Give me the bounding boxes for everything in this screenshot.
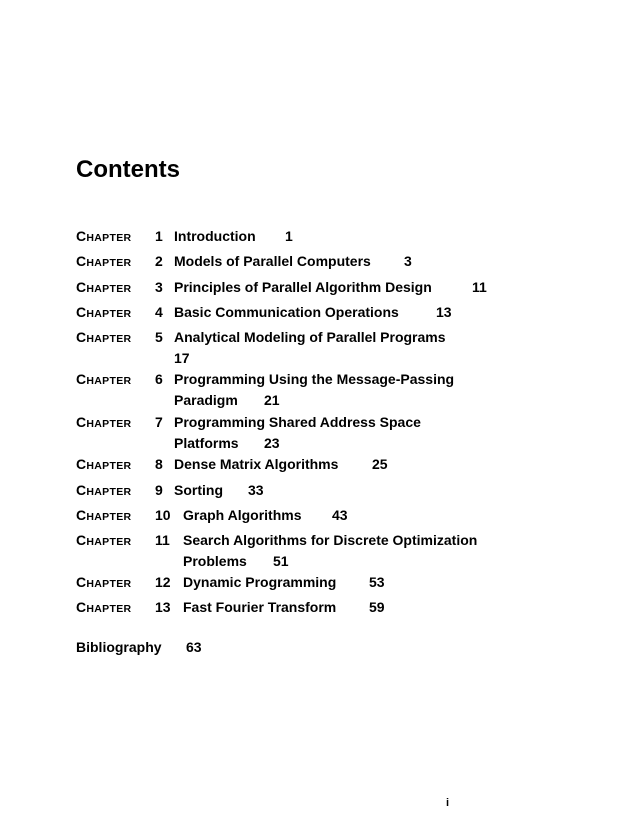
chapter-page: 17 bbox=[174, 350, 190, 366]
chapter-label: CHAPTER bbox=[76, 304, 132, 320]
chapter-number: 13 bbox=[155, 599, 171, 615]
chapter-title: Dense Matrix Algorithms bbox=[174, 456, 339, 472]
chapter-title: Basic Communication Operations bbox=[174, 304, 399, 320]
chapter-title-line-1: Programming Using the Message-Passing bbox=[174, 371, 455, 387]
chapter-title: Fast Fourier Transform bbox=[183, 599, 337, 615]
chapter-page: 33 bbox=[248, 482, 264, 498]
chapter-title-line-2: Problems bbox=[183, 553, 247, 569]
chapter-number: 1 bbox=[155, 228, 163, 244]
chapter-number: 8 bbox=[155, 456, 163, 472]
chapter-label: CHAPTER bbox=[76, 456, 132, 472]
bibliography-page: 63 bbox=[186, 639, 202, 655]
chapter-page: 21 bbox=[264, 392, 280, 408]
chapter-number: 10 bbox=[155, 507, 171, 523]
chapter-label: CHAPTER bbox=[76, 532, 132, 548]
chapter-title: Introduction bbox=[174, 228, 256, 244]
chapter-page: 1 bbox=[285, 228, 293, 244]
chapter-number: 6 bbox=[155, 371, 163, 387]
chapter-label: CHAPTER bbox=[76, 371, 132, 387]
chapter-label: CHAPTER bbox=[76, 574, 132, 590]
chapter-label: CHAPTER bbox=[76, 414, 132, 430]
chapter-title: Dynamic Programming bbox=[183, 574, 337, 590]
chapter-title: Sorting bbox=[174, 482, 223, 498]
chapter-number: 3 bbox=[155, 279, 163, 295]
chapter-page: 11 bbox=[472, 279, 487, 295]
chapter-page: 53 bbox=[369, 574, 385, 590]
chapter-title-line-1: Programming Shared Address Space bbox=[174, 414, 421, 430]
chapter-number: 4 bbox=[155, 304, 163, 320]
chapter-title-line-2: Platforms bbox=[174, 435, 239, 451]
chapter-label: CHAPTER bbox=[76, 507, 132, 523]
chapter-page: 59 bbox=[369, 599, 385, 615]
chapter-page: 51 bbox=[273, 553, 289, 569]
chapter-label: CHAPTER bbox=[76, 253, 132, 269]
chapter-label: CHAPTER bbox=[76, 329, 132, 345]
chapter-title: Models of Parallel Computers bbox=[174, 253, 371, 269]
page-title: Contents bbox=[76, 156, 180, 183]
chapter-title: Graph Algorithms bbox=[183, 507, 302, 523]
chapter-page: 25 bbox=[372, 456, 388, 472]
page-number: i bbox=[446, 797, 450, 809]
chapter-title-line-2: Paradigm bbox=[174, 392, 238, 408]
chapter-number: 5 bbox=[155, 329, 163, 345]
chapter-label: CHAPTER bbox=[76, 228, 132, 244]
chapter-number: 7 bbox=[155, 414, 163, 430]
chapter-title: Analytical Modeling of Parallel Programs bbox=[174, 329, 446, 345]
chapter-title-line-1: Search Algorithms for Discrete Optimization bbox=[183, 532, 478, 548]
chapter-page: 23 bbox=[264, 435, 280, 451]
chapter-page: 43 bbox=[332, 507, 348, 523]
chapter-label: CHAPTER bbox=[76, 599, 132, 615]
chapter-number: 9 bbox=[155, 482, 163, 498]
chapter-title: Principles of Parallel Algorithm Design bbox=[174, 279, 432, 295]
chapter-number: 2 bbox=[155, 253, 163, 269]
chapter-number: 12 bbox=[155, 574, 171, 590]
chapter-label: CHAPTER bbox=[76, 279, 132, 295]
chapter-page: 3 bbox=[404, 253, 412, 269]
chapter-page: 13 bbox=[436, 304, 452, 320]
toc-entry-bibliography[interactable]: Bibliography bbox=[76, 639, 162, 655]
chapter-number: 11 bbox=[155, 532, 170, 548]
chapter-label: CHAPTER bbox=[76, 482, 132, 498]
